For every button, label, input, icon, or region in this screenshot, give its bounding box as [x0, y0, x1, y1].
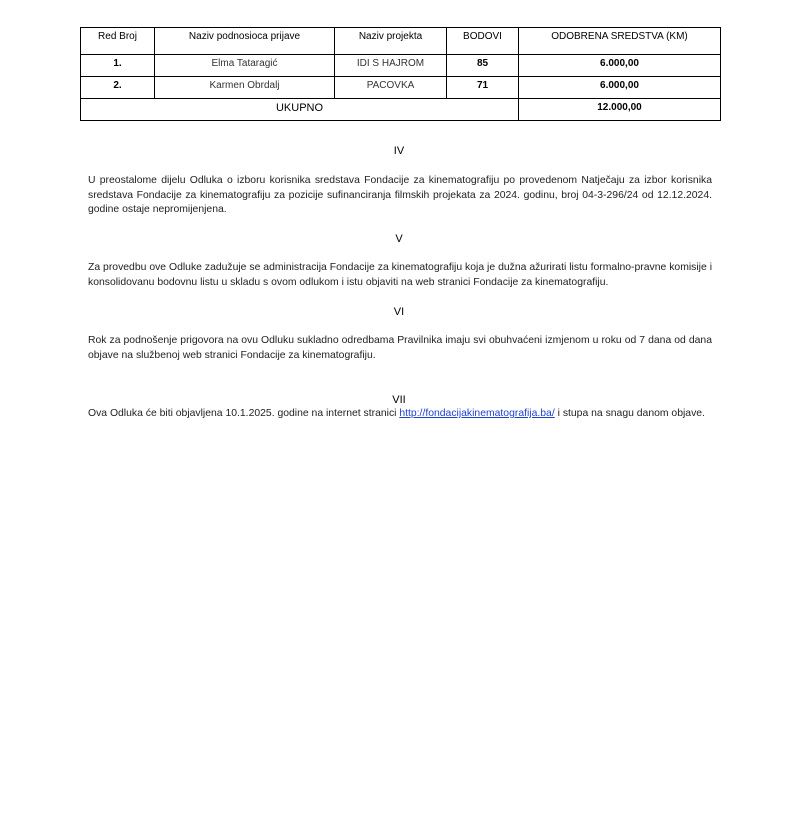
section-heading-v: V — [395, 233, 403, 245]
row-number: 2. — [81, 77, 155, 99]
project-name: PACOVKA — [335, 77, 447, 99]
applicant-name: Elma Tataragić — [155, 55, 335, 77]
table-row — [81, 77, 721, 99]
project-name: IDI S HAJROM — [335, 55, 447, 77]
points-value: 85 — [447, 55, 519, 77]
table-total-row — [81, 99, 721, 121]
amount-value: 6.000,00 — [519, 55, 721, 77]
section-heading-vii: VII — [392, 394, 406, 406]
section-heading-iv: IV — [393, 145, 405, 157]
column-header-amount: ODOBRENA SREDSTVA (KM) — [519, 28, 721, 55]
website-link[interactable]: http://fondacijakinematografija.ba/ — [399, 408, 555, 419]
table-row — [81, 55, 721, 77]
column-header-project: Naziv projekta — [335, 28, 447, 55]
amount-value: 6.000,00 — [519, 77, 721, 99]
section-text-iv: U preostalome dijelu Odluka o izboru korisnika sredstava Fondacije za kinematografiju po provedenom Natječaju za izbor korisnika sredstava Fondacije za kinematografiju za pozicije sufinanciranja filmskih projekata za 2024. godinu, broj 04-3-296/24 od 12.12.2024. godine ostaje nepromijenjena. — [88, 175, 712, 215]
funding-table — [80, 27, 721, 121]
column-header-points: BODOVI — [447, 28, 519, 55]
column-header-applicant: Naziv podnosioca prijave — [155, 28, 335, 55]
table-header-row — [81, 28, 721, 55]
section-text-v: Za provedbu ove Odluke zadužuje se administracija Fondacije za kinematografiju koja je dužna ažurirati listu formalno-pravne komisije i konsolidovanu bodovnu listu u skladu s ovom odlukom i istu objaviti na web stranici Fondacije za kinematografiju. — [88, 262, 712, 288]
total-value: 12.000,00 — [519, 99, 721, 121]
text-before-link: Ova Odluka će biti objavljena 10.1.2025. godine na internet stranici — [88, 408, 400, 419]
text-after-link: i stupa na snagu danom objave. — [554, 408, 705, 419]
applicant-name: Karmen Obrdalj — [155, 77, 335, 99]
section-text-vii — [88, 407, 712, 422]
row-number: 1. — [81, 55, 155, 77]
points-value: 71 — [447, 77, 519, 99]
section-text-vi: Rok za podnošenje prigovora na ovu Odluku sukladno odredbama Pravilnika imaju svi obuhvaćeni izmjenom u roku od 7 dana od dana objave na službenoj web stranici Fondacije za kinematografiju. — [88, 335, 712, 361]
section-heading-vi: VI — [393, 306, 405, 318]
total-label: UKUPNO — [81, 99, 519, 121]
column-header-no: Red Broj — [81, 28, 155, 55]
